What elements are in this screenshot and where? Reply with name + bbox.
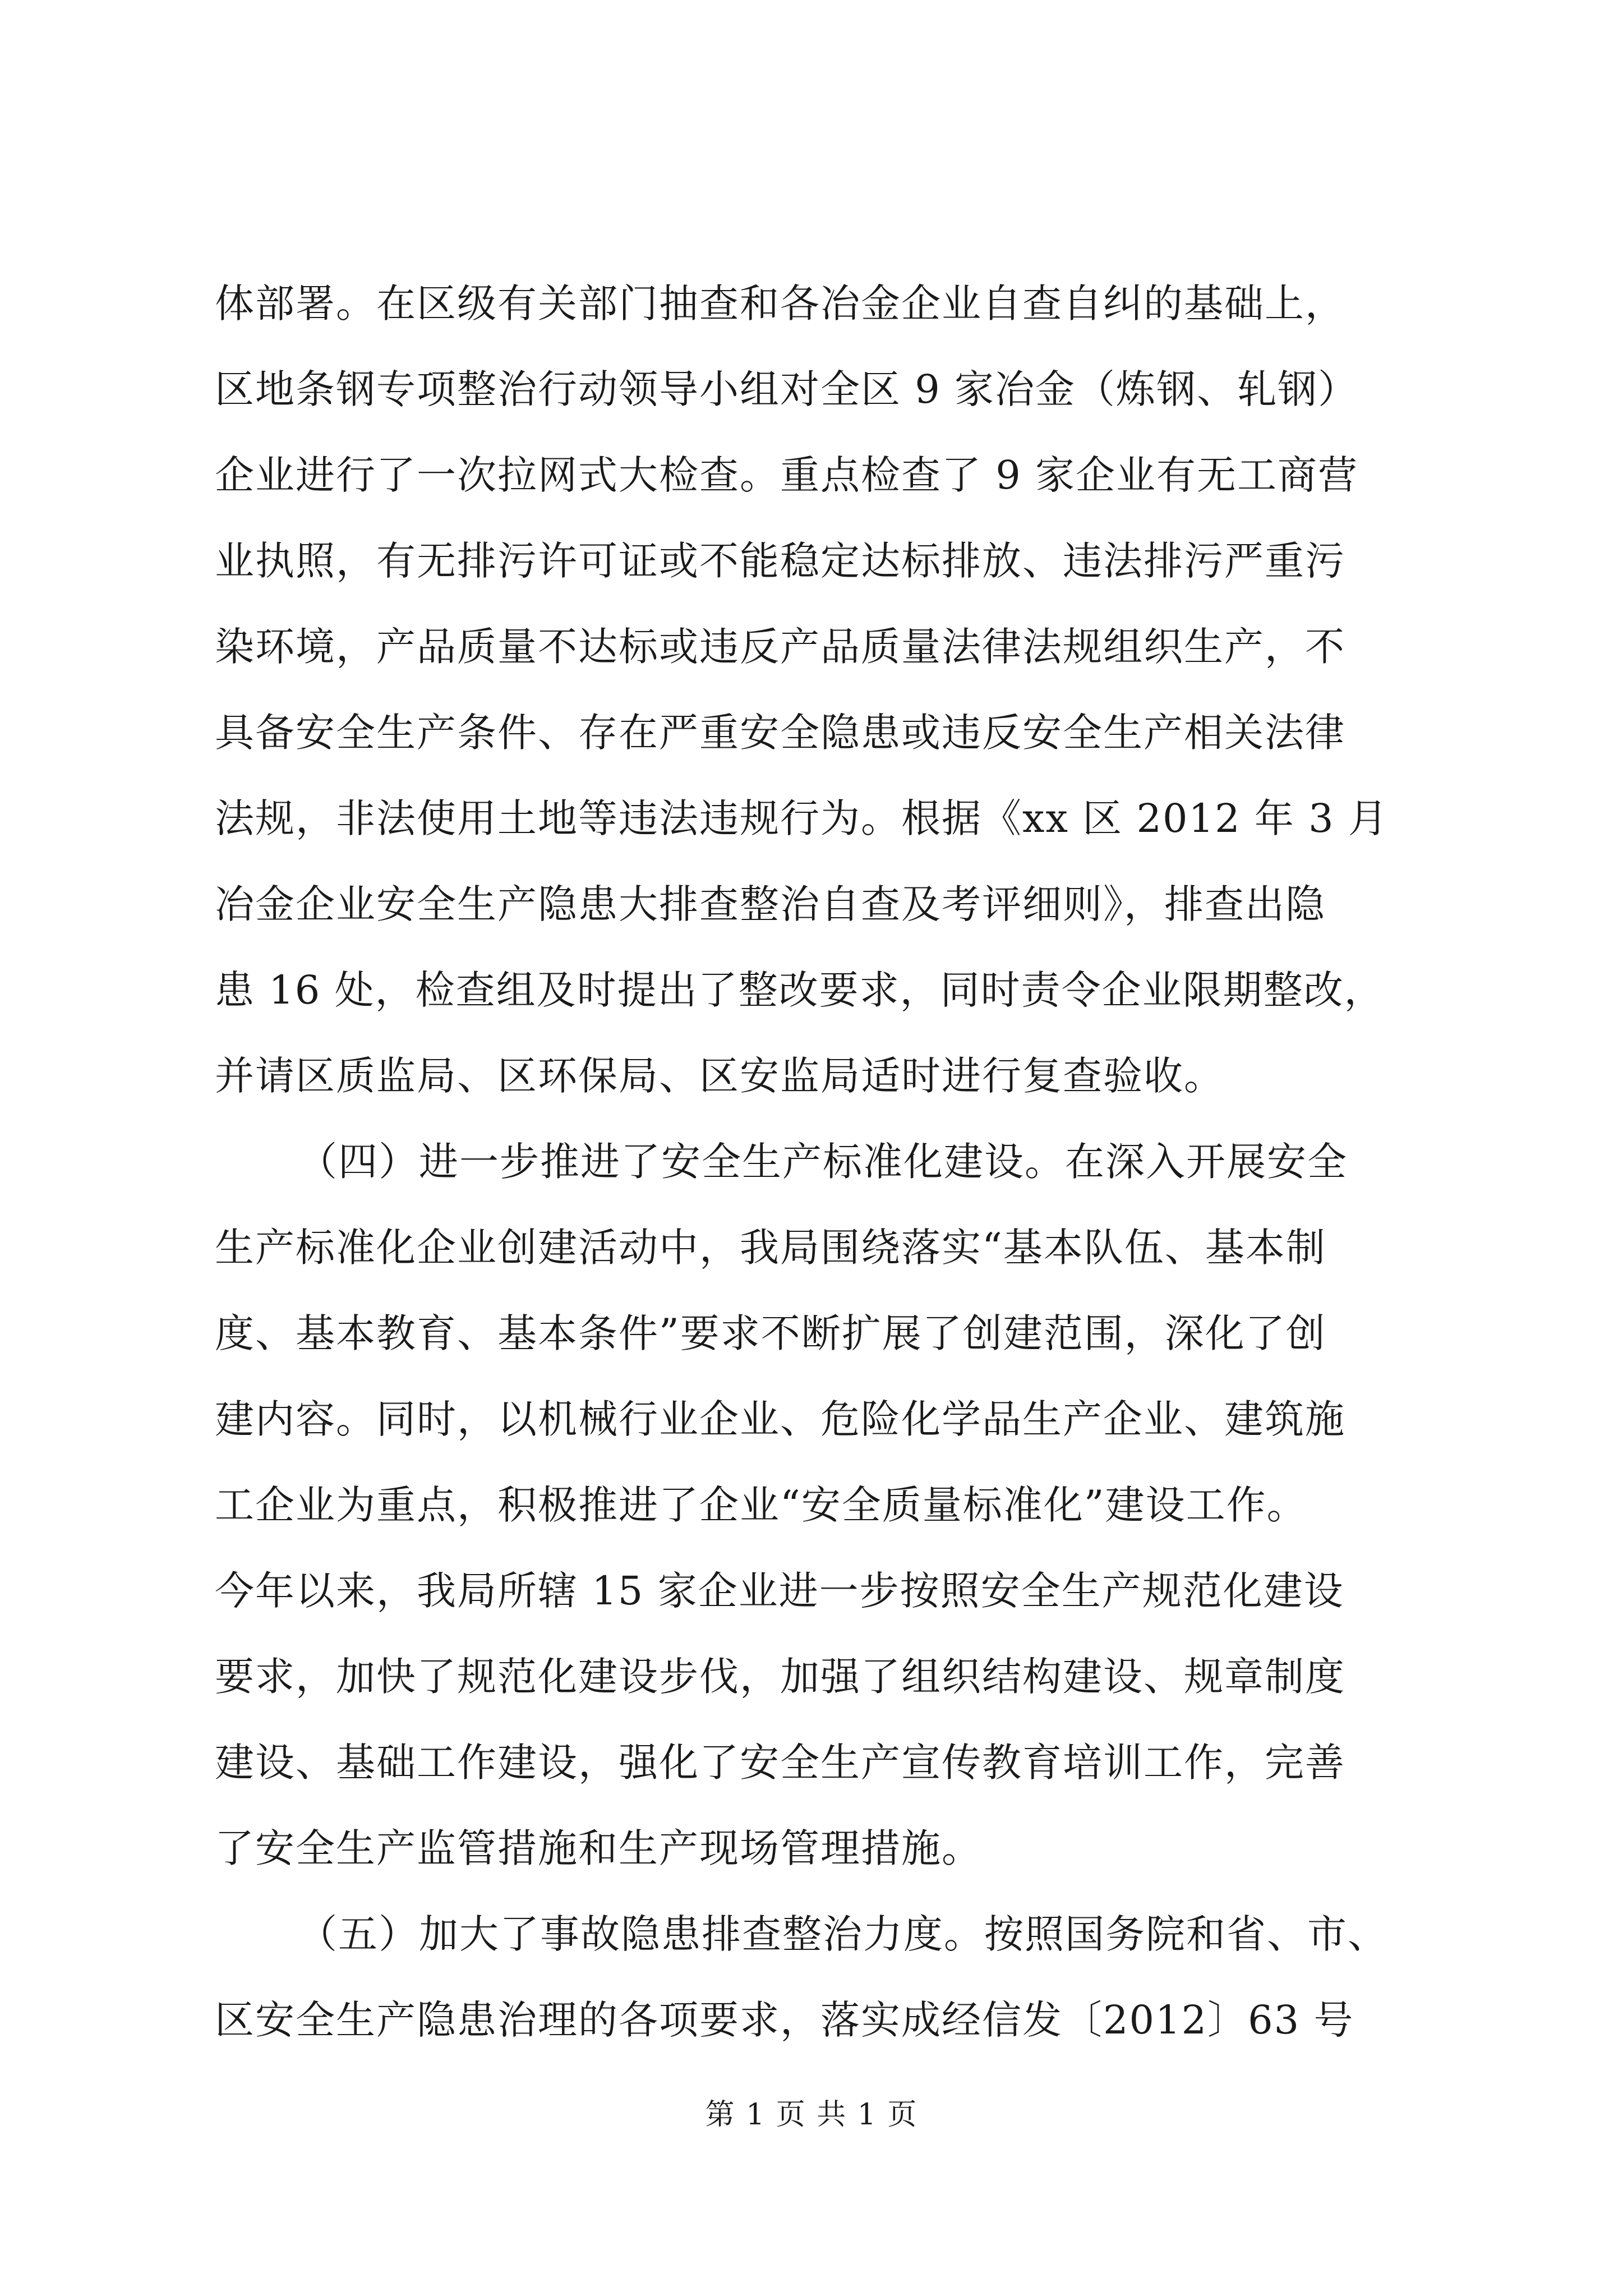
text-line: 了安全生产监管措施和生产现场管理措施。 [215,1825,982,1871]
text-line: 建内容。同时，以机械行业企业、危险化学品生产企业、建筑施 [215,1396,1345,1442]
body-text [215,261,1409,2063]
paragraph-heading-5: （五）加大了事故隐患排查整治力度。按照国务院和省、市、 [298,1911,1388,1957]
text-line: 具备安全生产条件、存在严重安全隐患或违反安全生产相关法律 [215,710,1345,756]
text-line: 体部署。在区级有关部门抽查和各冶金企业自查自纠的基础上， [215,280,1345,326]
text-line: 生产标准化企业创建活动中，我局围绕落实“基本队伍、基本制 [215,1225,1326,1271]
text-line: 今年以来，我局所辖 15 家企业进一步按照安全生产规范化建设 [215,1568,1344,1614]
text-line: 区安全生产隐患治理的各项要求，落实成经信发〔2012〕63 号 [215,1997,1354,2043]
text-line: 度、基本教育、基本条件”要求不断扩展了创建范围，深化了创 [215,1310,1326,1356]
text-line: 工企业为重点，积极推进了企业“安全质量标准化”建设工作。 [215,1482,1307,1528]
text-line: 法规，非法使用土地等违法违规行为。根据《xx 区 2012 年 3 月 [215,795,1389,841]
paragraph-heading-4: （四）进一步推进了安全生产标准化建设。在深入开展安全 [298,1139,1348,1185]
page-footer: 第 1 页 共 1 页 [705,2098,918,2132]
text-line: 区地条钢专项整治行动领导小组对全区 9 家冶金（炼钢、轧钢） [215,366,1359,412]
text-line: 建设、基础工作建设，强化了安全生产宣传教育培训工作，完善 [215,1740,1345,1786]
text-line: 染环境，产品质量不达标或违反产品质量法律法规组织生产，不 [215,624,1345,670]
text-line: 要求，加快了规范化建设步伐，加强了组织结构建设、规章制度 [215,1654,1345,1700]
text-line: 患 16 处，检查组及时提出了整改要求，同时责令企业限期整改， [215,967,1385,1013]
text-line: 企业进行了一次拉网式大检查。重点检查了 9 家企业有无工商营 [215,452,1359,498]
text-line: 并请区质监局、区环保局、区安监局适时进行复查验收。 [215,1053,1224,1099]
text-line: 冶金企业安全生产隐患大排查整治自查及考评细则》，排查出隐 [215,881,1326,927]
text-line: 业执照，有无排污许可证或不能稳定达标排放、违法排污严重污 [215,538,1345,584]
